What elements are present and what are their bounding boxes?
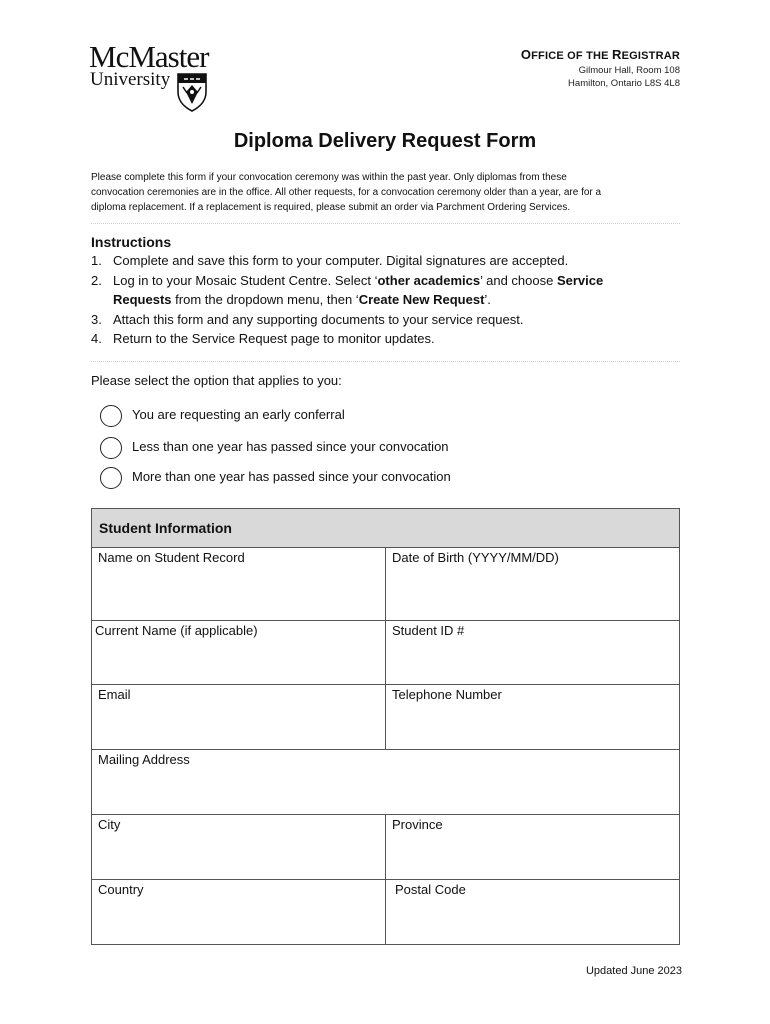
field-label: Postal Code bbox=[395, 882, 466, 897]
email-field[interactable] bbox=[92, 685, 386, 750]
student-information-table bbox=[91, 508, 680, 945]
instruction-item: 1. Complete and save this form to your computer. Digital signatures are accepted. bbox=[91, 253, 569, 268]
mcmaster-logo bbox=[88, 40, 218, 116]
instruction-item: 2. Log in to your Mosaic Student Centre. Select ‘other academics’ and choose Service Requests from the dropdown menu, then ‘Create New Request’. bbox=[91, 272, 604, 307]
updated-date: Updated June 2023 bbox=[585, 965, 682, 977]
field-label: Telephone Number bbox=[392, 687, 502, 702]
radio-button[interactable] bbox=[100, 405, 122, 427]
logo-wordmark-university: University bbox=[90, 69, 171, 90]
option-label: More than one year has passed since your convocation bbox=[132, 469, 451, 484]
form-title: Diploma Delivery Request Form bbox=[233, 130, 537, 152]
field-label: Date of Birth (YYYY/MM/DD) bbox=[392, 550, 559, 565]
field-label: Mailing Address bbox=[98, 752, 190, 767]
radio-button[interactable] bbox=[100, 467, 122, 489]
student-information-heading: Student Information bbox=[92, 509, 680, 548]
city-field[interactable] bbox=[92, 815, 386, 880]
option-label: You are requesting an early conferral bbox=[132, 407, 345, 422]
mailing-address-field[interactable] bbox=[92, 750, 680, 815]
intro-paragraph: Please complete this form if your convocation ceremony was within the past year. Only diplomas from these convocation ceremonies are in the office. All other requests, for a convocation ceremony older than a year, are for a diploma replacement. If a replacement is required, please submit an order via Parchment Ordering Services. bbox=[91, 172, 602, 213]
address-line-2: Hamilton, Ontario L8S 4L8 bbox=[568, 78, 680, 89]
crest-icon bbox=[176, 70, 208, 112]
divider bbox=[91, 361, 680, 362]
field-label: Province bbox=[392, 817, 443, 832]
date-of-birth-field[interactable] bbox=[386, 548, 680, 621]
field-label: City bbox=[98, 817, 121, 832]
postal-code-field[interactable] bbox=[386, 880, 680, 945]
student-id-field[interactable] bbox=[386, 621, 680, 685]
current-name-field[interactable] bbox=[92, 621, 386, 685]
divider bbox=[91, 223, 680, 224]
instruction-item: 4. Return to the Service Request page to monitor updates. bbox=[91, 331, 435, 346]
logo-wordmark-mcmaster: McMaster bbox=[89, 39, 209, 74]
country-field[interactable] bbox=[92, 880, 386, 945]
field-label: Name on Student Record bbox=[98, 550, 245, 565]
field-label: Student ID # bbox=[392, 623, 465, 638]
radio-button[interactable] bbox=[100, 437, 122, 459]
field-label: Country bbox=[98, 882, 144, 897]
telephone-field[interactable] bbox=[386, 685, 680, 750]
office-of-registrar: OFFICE OF THE REGISTRAR bbox=[520, 47, 680, 62]
instructions-heading: Instructions bbox=[91, 234, 172, 250]
province-field[interactable] bbox=[386, 815, 680, 880]
instruction-item: 3. Attach this form and any supporting documents to your service request. bbox=[91, 311, 524, 327]
select-prompt: Please select the option that applies to you: bbox=[91, 373, 342, 388]
instructions-list bbox=[91, 251, 691, 349]
field-label: Email bbox=[98, 687, 131, 702]
address-line-1: Gilmour Hall, Room 108 bbox=[578, 65, 680, 76]
field-label: Current Name (if applicable) bbox=[95, 623, 258, 638]
registrar-block bbox=[521, 47, 680, 90]
option-label: Less than one year has passed since your convocation bbox=[132, 439, 449, 454]
name-on-record-field[interactable] bbox=[92, 548, 386, 621]
